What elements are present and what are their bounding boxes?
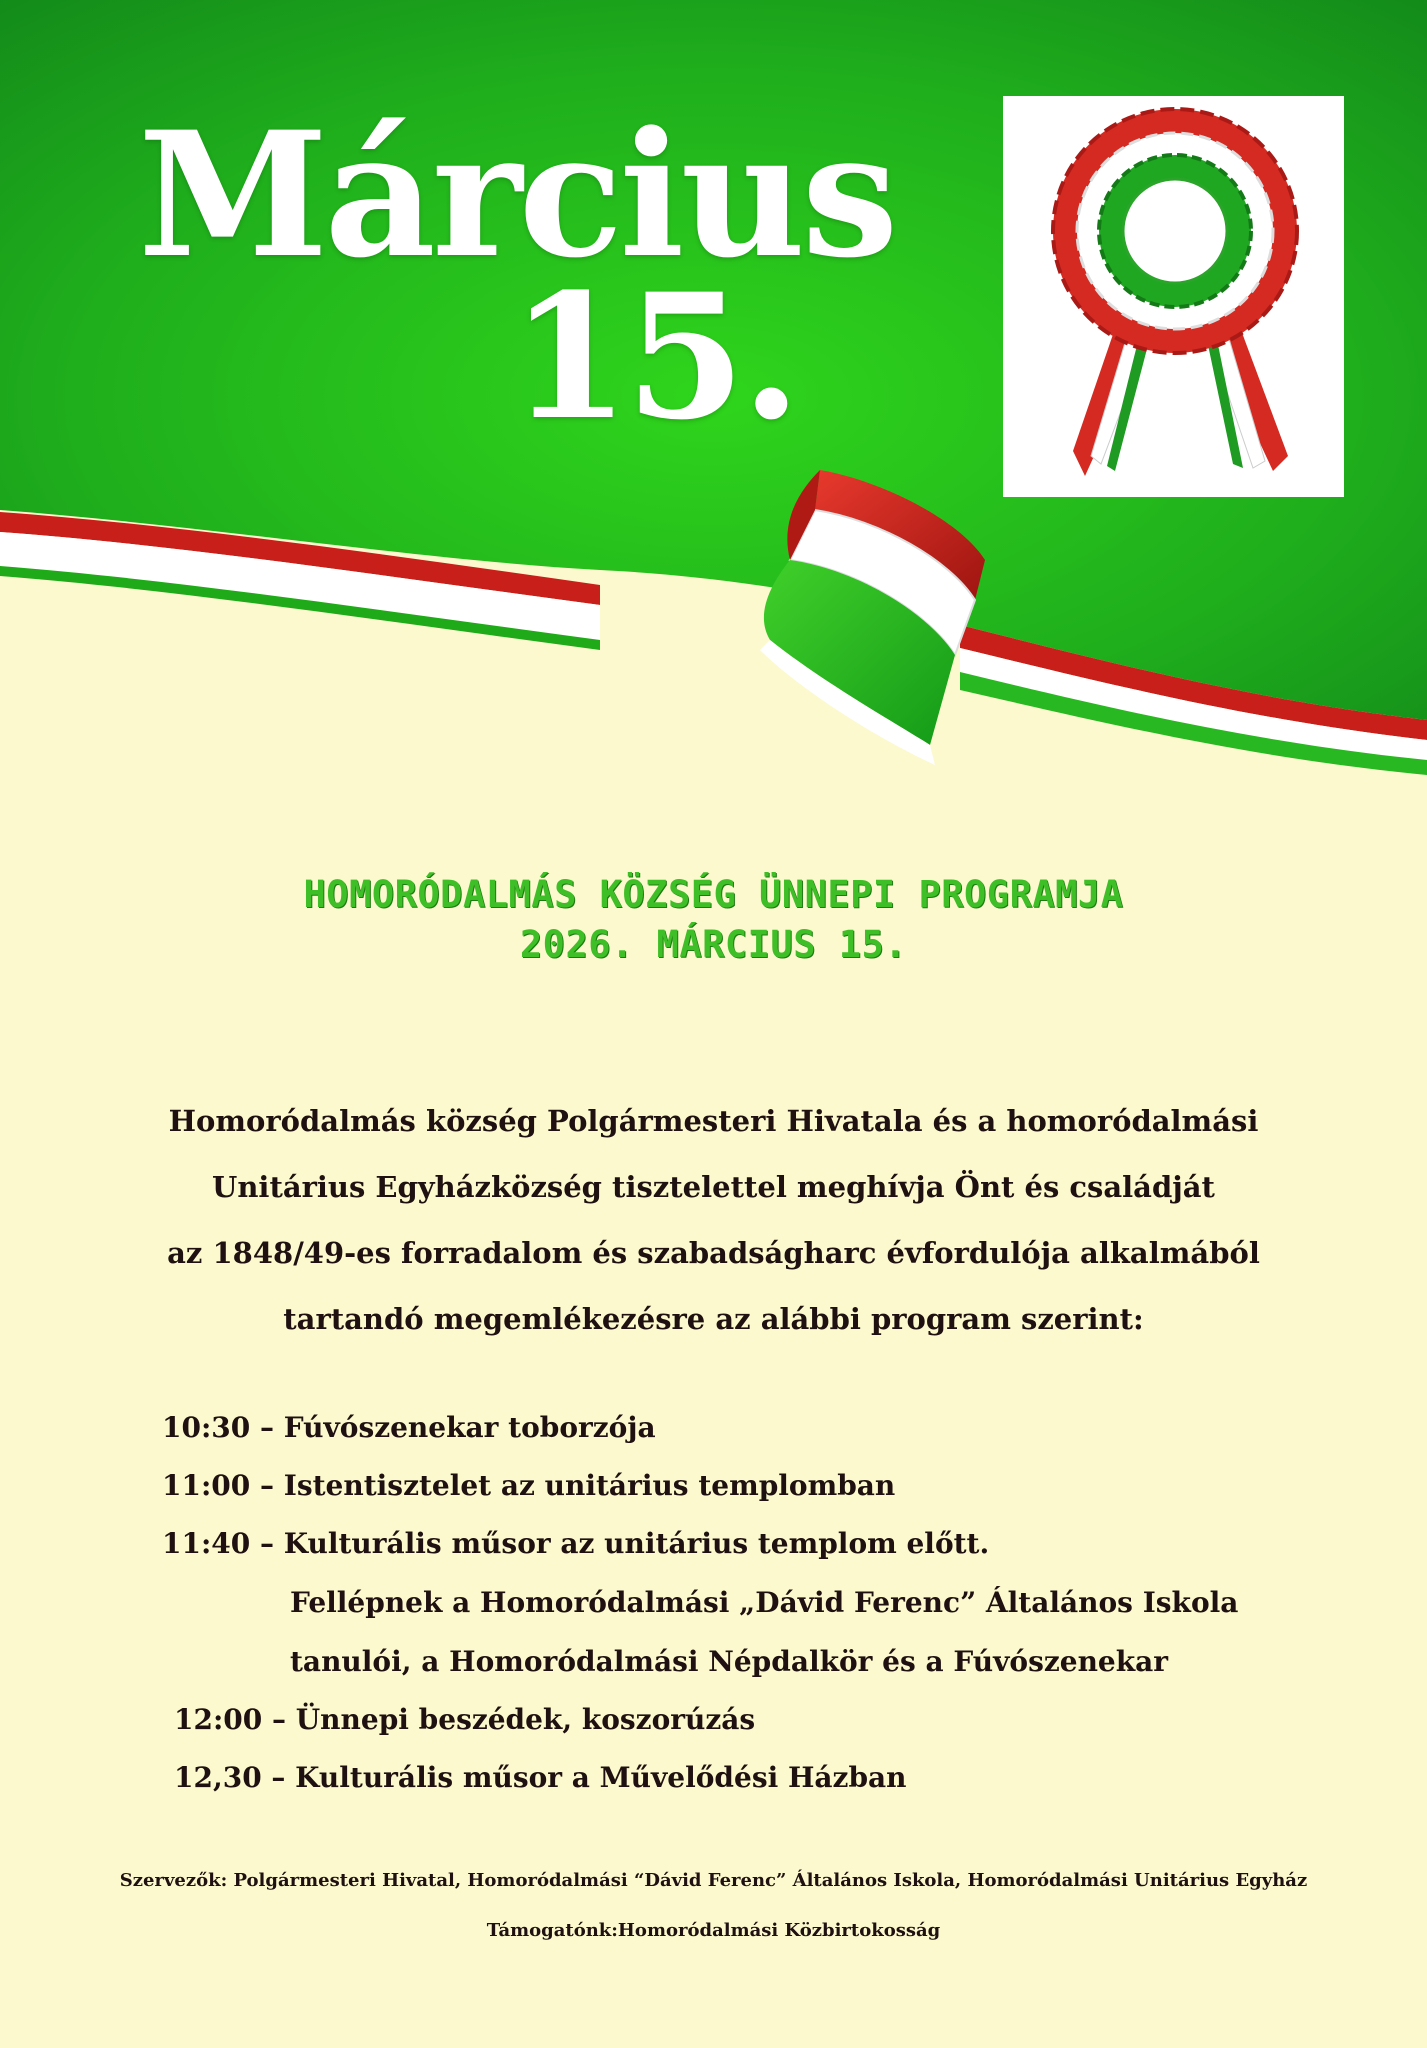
organizers-line: Szervezők: Polgármesteri Hivatal, Homoródalmási “Dávid Ferenc” Általános Iskola, Homoródalmási Unitárius Egyház: [119, 1870, 1308, 1891]
intro-line: az 1848/49-es forradalom és szabadságharc évfordulója alkalmából: [167, 1236, 1260, 1270]
intro-line: tartandó megemlékezésre az alábbi program szerint:: [283, 1302, 1144, 1336]
title-word: Március: [138, 93, 895, 296]
hungarian-cockade-icon: [1003, 96, 1344, 497]
program-item: 12,30 – Kulturális műsor a Művelődési Házban: [174, 1761, 907, 1794]
program-item: 10:30 – Fúvószenekar toborzója: [162, 1411, 656, 1444]
program-item: 11:40 – Kulturális műsor az unitárius templom előtt.: [162, 1527, 990, 1560]
program-item: 11:00 – Istentisztelet az unitárius templomban: [162, 1469, 896, 1502]
program-date: 2026. MÁRCIUS 15.: [519, 923, 908, 966]
program-item: 12:00 – Ünnepi beszédek, koszorúzás: [174, 1703, 756, 1736]
program-heading: HOMORÓDALMÁS KÖZSÉG ÜNNEPI PROGRAMJA: [303, 873, 1124, 916]
sponsors-line: Támogatónk:Homoródalmási Közbirtokosság: [486, 1920, 941, 1941]
intro-line: Homoródalmás község Polgármesteri Hivatala és a homoródalmási: [168, 1104, 1259, 1138]
program-item-detail: tanulói, a Homoródalmási Népdalkör és a Fúvószenekar: [290, 1645, 1169, 1678]
program-item-detail: Fellépnek a Homoródalmási „Dávid Ferenc” Általános Iskola: [290, 1586, 1239, 1619]
intro-line: Unitárius Egyházközség tisztelettel meghívja Önt és családját: [212, 1170, 1215, 1204]
cockade-picture-frame: [1003, 96, 1344, 497]
title-day: 15.: [510, 255, 798, 458]
